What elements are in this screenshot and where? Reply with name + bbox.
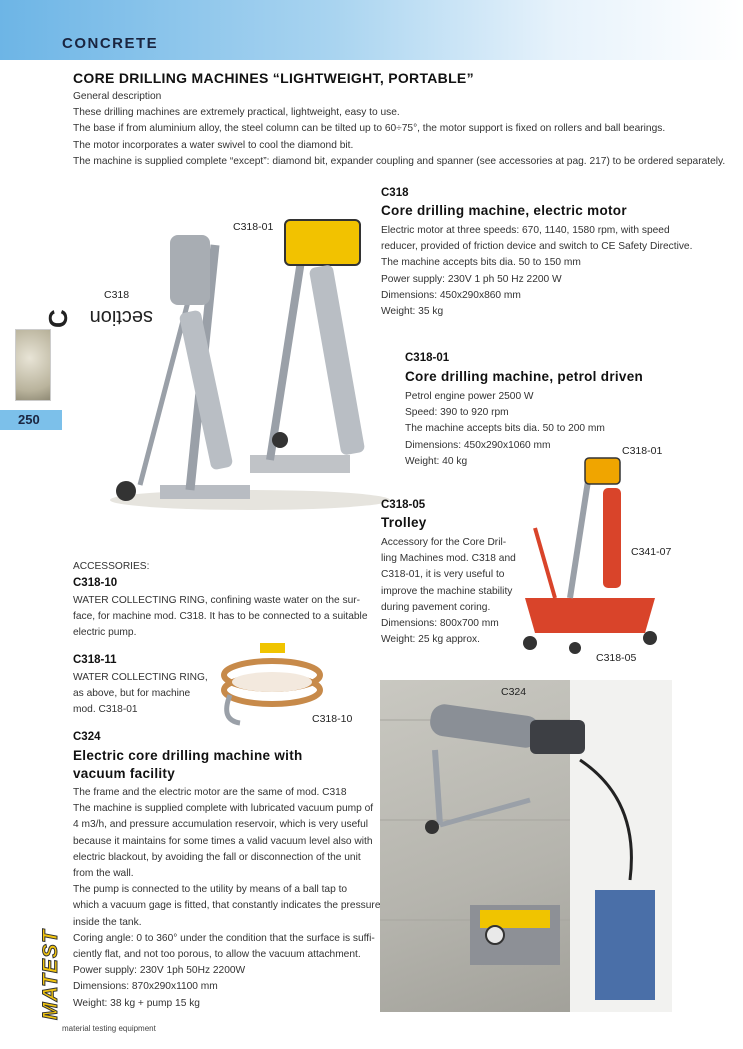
c318-description bbox=[381, 223, 692, 320]
photo-label-c318-01: C318-01 bbox=[233, 221, 274, 233]
c318-01-code: C318-01 bbox=[405, 352, 450, 364]
c324-title bbox=[73, 747, 303, 783]
c318-line: Electric motor at three speeds: 670, 1140, 1580 rpm, with speed bbox=[381, 225, 670, 236]
c318-11-line: mod. C318-01 bbox=[73, 704, 138, 716]
c318-05-title: Trolley bbox=[381, 515, 427, 530]
c318-line: Power supply: 230V 1 ph 50 Hz 2200 W bbox=[381, 273, 562, 285]
intro-line: The base if from aluminium alloy, the steel column can be tilted up to 60÷75°, the motor support is fixed on rollers and ball bearings. bbox=[73, 123, 666, 135]
accessories-heading: ACCESSORIES: bbox=[73, 561, 150, 572]
c318-base bbox=[160, 485, 250, 499]
c318-01-line: The machine accepts bits dia. 50 to 200 mm bbox=[405, 423, 605, 435]
c324-line: because it maintains for some times a valid vacuum level also with bbox=[73, 835, 373, 847]
logo-text: MATEST bbox=[39, 929, 62, 1020]
concrete-sample-thumbnail bbox=[15, 329, 51, 401]
trolley-frame bbox=[525, 598, 655, 633]
matest-logo bbox=[39, 930, 61, 1020]
c318-05-line: ling Machines mod. C318 and bbox=[381, 553, 516, 565]
photo-label-c341-07: C341-07 bbox=[631, 546, 672, 558]
intro-block bbox=[73, 89, 725, 170]
c324-line: Coring angle: 0 to 360° under the condition that the surface is suffi- bbox=[73, 932, 375, 944]
c318-05-line: Weight: 25 kg approx. bbox=[381, 634, 480, 646]
core-drill-machines-photo bbox=[100, 215, 390, 515]
c318-11-code: C318-11 bbox=[73, 654, 117, 666]
c318-11-line: as above, but for machine bbox=[73, 688, 191, 700]
intro-line: The motor incorporates a water swivel to cool the diamond bit. bbox=[73, 139, 354, 151]
c318-01-line: Weight: 40 kg bbox=[405, 455, 468, 467]
photo-label-c318-10: C318-10 bbox=[312, 713, 353, 725]
c324-line: which a vacuum gage is fitted, that constantly indicates the pressure bbox=[73, 900, 381, 912]
page-number: 250 bbox=[18, 412, 40, 427]
c318-05-line: Accessory for the Core Dril- bbox=[381, 537, 507, 548]
c318-01-title: Core drilling machine, petrol driven bbox=[405, 369, 644, 384]
photo-label-c318-05: C318-05 bbox=[596, 652, 637, 664]
c318-line: Weight: 35 kg bbox=[381, 306, 444, 318]
c324-line: The frame and the electric motor are the same of mod. C318 bbox=[73, 787, 347, 798]
c324-line: The pump is connected to the utility by means of a ball tap to bbox=[73, 884, 348, 896]
c318-05-line: C318-01, it is very useful to bbox=[381, 569, 505, 581]
c318-01-line: Petrol engine power 2500 W bbox=[405, 391, 534, 402]
c318-code: C318 bbox=[381, 187, 409, 199]
c318-05-code: C318-05 bbox=[381, 499, 426, 511]
c318-05-line: during pavement coring. bbox=[381, 601, 491, 613]
c318-10-line: electric pump. bbox=[73, 627, 137, 639]
intro-line: The machine is supplied complete “except”: diamond bit, expander coupling and spanner (see accessories at pag. 217) to be ordered separately. bbox=[73, 155, 726, 167]
c324-line: Weight: 38 kg + pump 15 kg bbox=[73, 997, 200, 1009]
c318-01-line: Dimensions: 450x290x1060 mm bbox=[405, 439, 551, 451]
intro-line: These drilling machines are extremely practical, lightweight, easy to use. bbox=[73, 107, 400, 119]
photo-label-trolley-c318-01: C318-01 bbox=[622, 445, 663, 457]
c324-line: The machine is supplied complete with lubricated vacuum pump of bbox=[73, 803, 374, 815]
c324-code: C324 bbox=[73, 731, 101, 743]
c324-title-line: vacuum facility bbox=[73, 766, 176, 781]
c318-line: reducer, provided of friction device and switch to CE Safety Directive. bbox=[381, 241, 693, 253]
c324-photo-drawing bbox=[380, 680, 672, 1012]
footer-tagline: material testing equipment bbox=[62, 1024, 156, 1033]
page-title: CORE DRILLING MACHINES “LIGHTWEIGHT, PORTABLE” bbox=[73, 70, 474, 86]
c324-description bbox=[73, 785, 381, 1012]
c318-title: Core drilling machine, electric motor bbox=[381, 203, 627, 218]
c324-line: electric blackout, by avoiding the fall or disconnection of the unit bbox=[73, 851, 361, 863]
c324-title-line: Electric core drilling machine with bbox=[73, 748, 303, 763]
c324-line: from the wall. bbox=[73, 868, 134, 880]
photo-label-c324: C324 bbox=[501, 686, 527, 698]
c318-11-line: WATER COLLECTING RING, bbox=[73, 672, 208, 683]
intro-heading: General description bbox=[73, 91, 162, 102]
c318-05-line: improve the machine stability bbox=[381, 585, 513, 597]
c318-10-code: C318-10 bbox=[73, 577, 118, 589]
c324-line: Power supply: 230V 1ph 50Hz 2200W bbox=[73, 965, 246, 977]
c318-10-line: WATER COLLECTING RING, confining waste water on the sur- bbox=[73, 595, 361, 606]
c324-line: inside the tank. bbox=[73, 916, 142, 928]
c318-05-description bbox=[381, 535, 516, 648]
c318-11-description bbox=[73, 670, 208, 719]
c324-wall-photo bbox=[380, 680, 672, 1012]
section-word: section bbox=[89, 306, 153, 328]
c324-line: ciently flat, and not too porous, to allow the vacuum attachment. bbox=[73, 949, 361, 961]
c318-01-line: Speed: 390 to 920 rpm bbox=[405, 407, 509, 419]
section-letter: C bbox=[43, 309, 73, 328]
c324-line: Dimensions: 870x290x1100 mm bbox=[73, 981, 218, 993]
c318-line: The machine accepts bits dia. 50 to 150 mm bbox=[381, 257, 581, 269]
c318-line: Dimensions: 450x290x860 mm bbox=[381, 289, 521, 301]
photo-label-c318: C318 bbox=[104, 289, 130, 301]
section-header-title: CONCRETE bbox=[62, 35, 159, 52]
c318-10-line: face, for machine mod. C318. It has to be connected to a suitable bbox=[73, 611, 368, 623]
c318-05-line: Dimensions: 800x700 mm bbox=[381, 618, 499, 630]
c324-line: 4 m3/h, and pressure accumulation reservoir, which is very useful bbox=[73, 819, 369, 831]
